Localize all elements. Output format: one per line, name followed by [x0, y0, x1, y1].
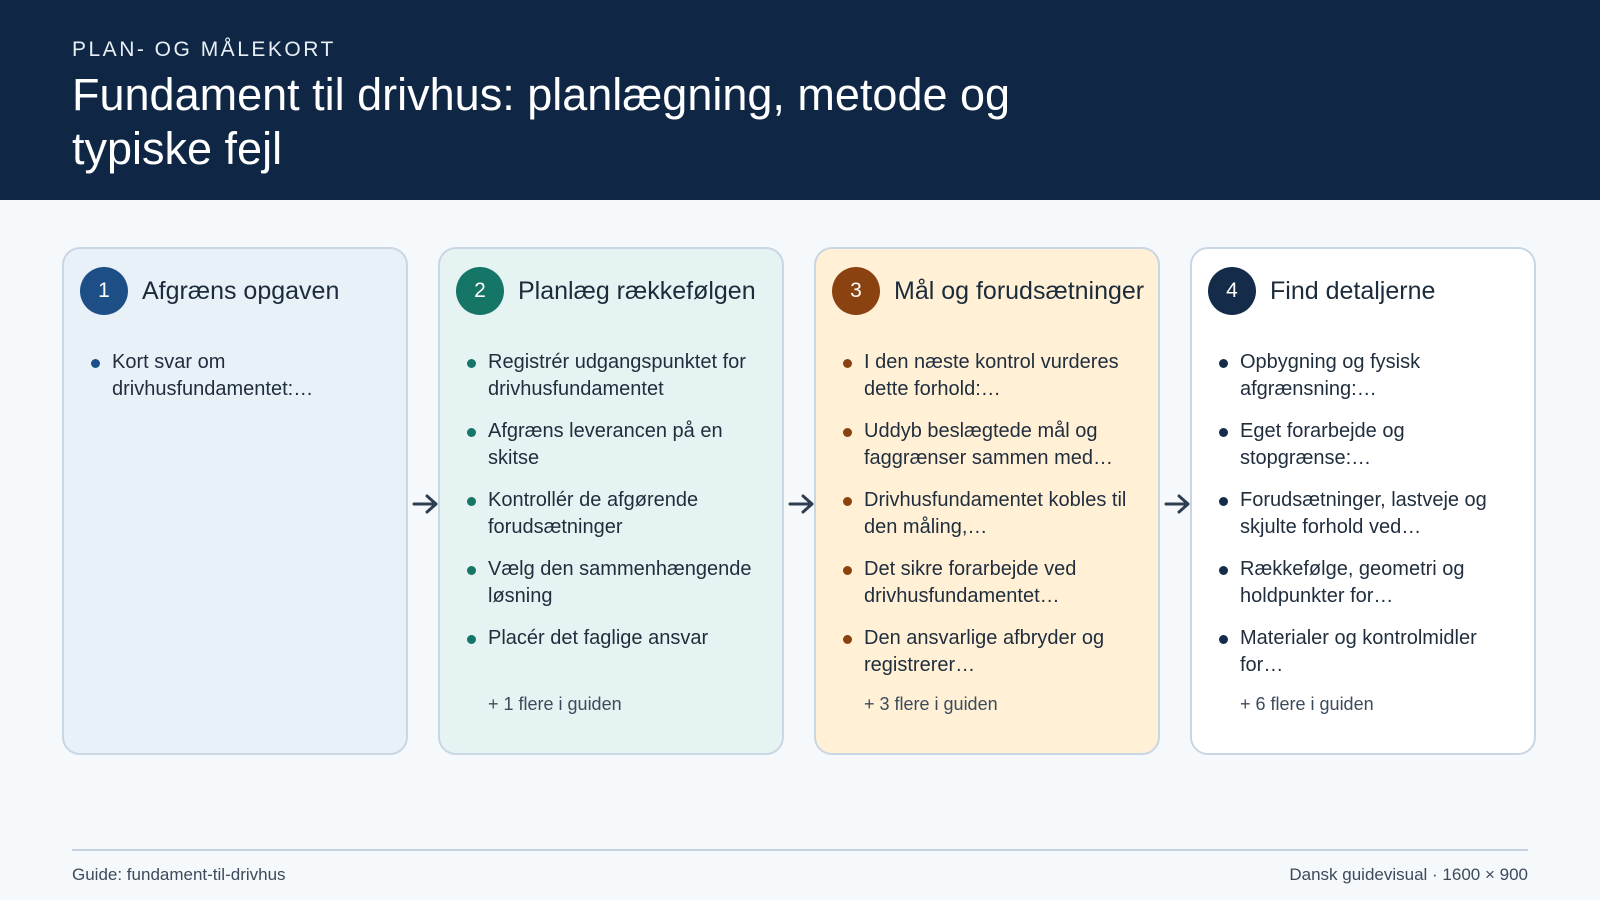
- list-item: [1216, 487, 1516, 541]
- list-item-text: Vælg den sammenhængende løsning: [488, 558, 752, 607]
- bullet-dot-icon: [1219, 566, 1228, 575]
- list-item-text: Opbygning og fysisk afgrænsning:…: [1240, 351, 1421, 400]
- step-card-4: [1190, 247, 1536, 755]
- list-item: [840, 487, 1140, 541]
- list-item-text: Placér det faglige ansvar: [488, 627, 709, 649]
- step-title: Mål og forudsætninger: [894, 277, 1145, 305]
- list-item-text: Drivhusfundamentet kobles til den måling,…: [864, 489, 1127, 538]
- step-item-list: [88, 349, 388, 418]
- footer-divider: [72, 849, 1528, 851]
- arrow-right-icon: [788, 492, 816, 516]
- more-in-guide-note: + 6 flere i guiden: [1240, 694, 1374, 714]
- step-number-badge: 1: [80, 267, 128, 315]
- list-item-text: Afgræns leverancen på en skitse: [488, 420, 723, 469]
- step-number-badge: 4: [1208, 267, 1256, 315]
- bullet-dot-icon: [1219, 428, 1228, 437]
- more-in-guide-note: + 3 flere i guiden: [864, 694, 998, 714]
- list-item: [464, 418, 764, 472]
- bullet-dot-icon: [467, 359, 476, 368]
- list-item: [464, 625, 764, 652]
- list-item-text: Uddyb beslægtede mål og faggrænser sammen med…: [864, 420, 1113, 469]
- bullet-dot-icon: [467, 497, 476, 506]
- list-item: [88, 349, 388, 403]
- footer-format-label: Dansk guidevisual · 1600 × 900: [1289, 865, 1528, 884]
- step-number-badge: 2: [456, 267, 504, 315]
- bullet-dot-icon: [1219, 359, 1228, 368]
- step-card-3: [814, 247, 1160, 755]
- list-item: [1216, 418, 1516, 472]
- list-item-text: I den næste kontrol vurderes dette forhold:…: [864, 351, 1119, 400]
- list-item: [464, 349, 764, 403]
- page-title: Fundament til drivhus: planlægning, metode og typiske fejl: [72, 69, 1011, 174]
- list-item-text: Kort svar om drivhusfundamentet:…: [112, 351, 314, 400]
- bullet-dot-icon: [1219, 497, 1228, 506]
- bullet-dot-icon: [467, 566, 476, 575]
- list-item: [1216, 556, 1516, 610]
- step-item-list: [840, 349, 1140, 694]
- arrow-right-icon: [1164, 492, 1192, 516]
- step-card-1: [62, 247, 408, 755]
- list-item-text: Det sikre forarbejde ved drivhusfundamentet…: [864, 558, 1077, 607]
- list-item-text: Rækkefølge, geometri og holdpunkter for…: [1240, 558, 1465, 607]
- list-item: [840, 556, 1140, 610]
- step-card-2: [438, 247, 784, 755]
- list-item: [464, 556, 764, 610]
- arrow-right-icon: [412, 492, 440, 516]
- bullet-dot-icon: [1219, 635, 1228, 644]
- bullet-dot-icon: [843, 635, 852, 644]
- bullet-dot-icon: [843, 566, 852, 575]
- list-item-text: Registrér udgangspunktet for drivhusfundamentet: [488, 351, 746, 400]
- step-title: Find detaljerne: [1270, 277, 1436, 305]
- bullet-dot-icon: [843, 428, 852, 437]
- step-title: Afgræns opgaven: [142, 277, 340, 305]
- list-item: [1216, 349, 1516, 403]
- list-item: [464, 487, 764, 541]
- header-banner: [0, 0, 1600, 200]
- more-in-guide-note: + 1 flere i guiden: [488, 694, 622, 714]
- bullet-dot-icon: [843, 497, 852, 506]
- step-item-list: [1216, 349, 1516, 694]
- list-item-text: Forudsætninger, lastveje og skjulte forhold ved…: [1240, 489, 1487, 538]
- list-item-text: Den ansvarlige afbryder og registrerer…: [864, 627, 1105, 676]
- bullet-dot-icon: [467, 428, 476, 437]
- bullet-dot-icon: [91, 359, 100, 368]
- list-item: [840, 349, 1140, 403]
- list-item: [840, 625, 1140, 679]
- footer-guide-label: Guide: fundament-til-drivhus: [72, 865, 286, 884]
- step-number-badge: 3: [832, 267, 880, 315]
- list-item-text: Kontrollér de afgørende forudsætninger: [488, 489, 699, 538]
- step-title: Planlæg rækkefølgen: [518, 277, 756, 305]
- list-item-text: Eget forarbejde og stopgrænse:…: [1240, 420, 1405, 469]
- step-item-list: [464, 349, 764, 667]
- list-item: [840, 418, 1140, 472]
- bullet-dot-icon: [467, 635, 476, 644]
- list-item: [1216, 625, 1516, 679]
- eyebrow-label: PLAN- OG MÅLEKORT: [72, 38, 336, 61]
- bullet-dot-icon: [843, 359, 852, 368]
- list-item-text: Materialer og kontrolmidler for…: [1240, 627, 1477, 676]
